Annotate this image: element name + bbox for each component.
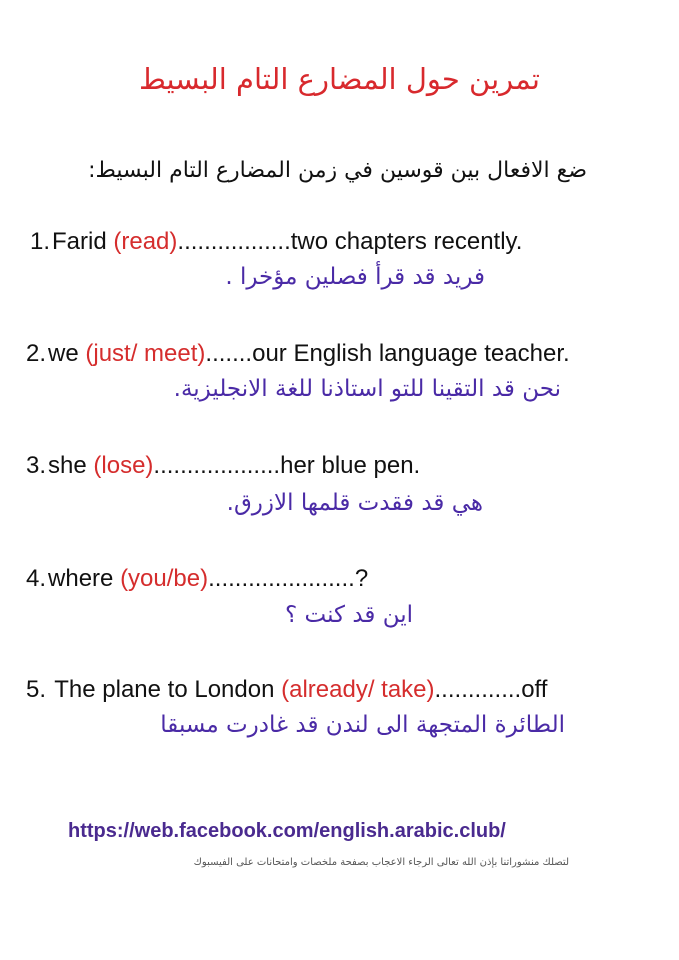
sentence-end: our English language teacher. — [252, 340, 570, 367]
exercise-instruction: ضع الافعال بين قوسين في زمن المضارع التام البسيط: — [88, 158, 587, 183]
verb-hint: (you/be) — [120, 565, 209, 592]
footer-note: لتصلك منشوراتنا بإذن الله تعالى الرجاء الاعجاب بصفحة ملخصات وامتحانات على الفيسبوك — [193, 857, 569, 868]
exercise-2-translation: نحن قد التقينا للتو استاذنا للغة الانجليزية. — [173, 376, 561, 402]
sentence-start: we — [48, 340, 86, 367]
sentence-end: off — [521, 676, 548, 703]
exercise-2-sentence — [26, 340, 666, 368]
verb-hint: (read) — [113, 228, 178, 255]
verb-hint: (just/ meet) — [85, 340, 206, 367]
sentence-start: Farid — [52, 228, 114, 255]
sentence-end: two chapters recently. — [290, 228, 523, 255]
answer-blank: ................. — [177, 228, 291, 255]
facebook-page-link[interactable]: https://web.facebook.com/english.arabic.club/ — [68, 820, 506, 842]
exercise-number: 5. — [26, 676, 47, 703]
sentence-start: The plane to London — [48, 676, 282, 703]
sentence-end: her blue pen. — [280, 452, 421, 479]
exercise-5-sentence — [26, 676, 666, 704]
exercise-number: 4. — [26, 565, 47, 592]
exercise-4-sentence — [26, 565, 666, 593]
answer-blank: ................... — [153, 452, 281, 479]
sentence-start: she — [48, 452, 94, 479]
exercise-1-translation: فريد قد قرأ فصلين مؤخرا . — [225, 264, 485, 290]
exercise-3-sentence — [26, 452, 666, 480]
verb-hint: (already/ take) — [281, 676, 435, 703]
verb-hint: (lose) — [93, 452, 154, 479]
page-title: تمرين حول المضارع التام البسيط — [138, 62, 540, 96]
exercise-4-translation: اين قد كنت ؟ — [285, 602, 413, 628]
exercise-number: 3. — [26, 452, 47, 479]
exercise-1-sentence — [30, 228, 670, 256]
exercise-number: 2. — [26, 340, 47, 367]
exercise-3-translation: هي قد فقدت قلمها الازرق. — [226, 490, 483, 516]
answer-blank: ............. — [434, 676, 522, 703]
sentence-start: where — [48, 565, 121, 592]
exercise-5-translation: الطائرة المتجهة الى لندن قد غادرت مسبقا — [160, 712, 565, 738]
answer-blank: ....... — [205, 340, 253, 367]
exercise-number: 1. — [30, 228, 51, 255]
answer-blank: ...................... — [208, 565, 355, 592]
sentence-end: ? — [354, 565, 369, 592]
